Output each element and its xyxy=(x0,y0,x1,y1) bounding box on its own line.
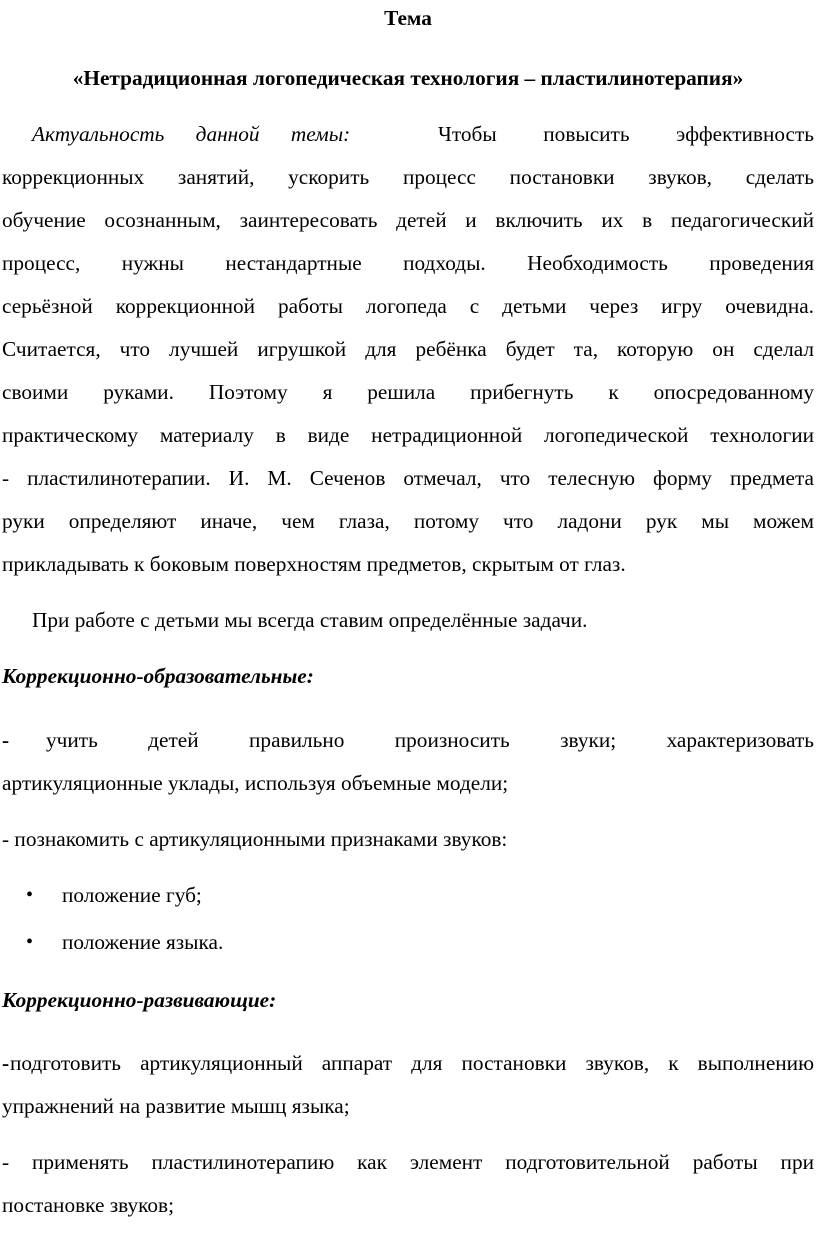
bullet-item-lips xyxy=(0,881,816,909)
bullet-icon: • xyxy=(26,931,34,953)
relevance-line-8: - пластилинотерапии. И. М. Сеченов отмечал, что телесную форму предмета xyxy=(2,466,814,490)
section2-heading: Коррекционно-развивающие: xyxy=(2,988,277,1012)
page-subtitle: «Нетрадиционная логопедическая технология – пластилинотерапия» xyxy=(72,66,744,90)
relevance-line-7: практическому материалу в виде нетрадиционной логопедической технологии xyxy=(2,423,814,447)
relevance-line-4: серьёзной коррекционной работы логопеда с детьми через игру очевидна. xyxy=(2,294,814,318)
relevance-label: Актуальность данной темы: xyxy=(32,122,351,146)
section1-item1-dash: - xyxy=(2,728,10,752)
relevance-line-10: прикладывать к боковым поверхностям предметов, скрытым от глаз. xyxy=(2,552,626,576)
page-title: Тема xyxy=(384,6,432,30)
section2-item1-text: подготовить артикуляционный аппарат для постановки звуков, к выполнению xyxy=(10,1051,814,1075)
section2-item1-dash: - xyxy=(2,1051,10,1075)
relevance-line-0: Чтобы повысить эффективность xyxy=(438,122,814,146)
section1-item1-line2: артикуляционные уклады, используя объемные модели; xyxy=(2,771,509,795)
bullet-icon: • xyxy=(26,884,34,906)
bullet-item-tongue xyxy=(0,928,816,956)
relevance-line-2: обучение осознанным, заинтересовать детей и включить их в педагогический xyxy=(2,208,814,232)
relevance-line-3: процесс, нужны нестандартные подходы. Необходимость проведения xyxy=(2,251,814,275)
bullet-text-lips: положение губ; xyxy=(62,883,202,907)
section2-item2-line1: - применять пластилинотерапию как элемент подготовительной работы при xyxy=(2,1150,814,1174)
section2-item1-line2: упражнений на развитие мышц языка; xyxy=(2,1094,350,1118)
bullet-text-tongue: положение языка. xyxy=(62,930,224,954)
section1-item1-text: учить детей правильно произносить звуки; характеризовать xyxy=(46,728,814,752)
relevance-line-5: Считается, что лучшей игрушкой для ребёнка будет та, которую он сделал xyxy=(2,337,814,361)
section1-item2: - познакомить с артикуляционными признаками звуков: xyxy=(2,827,508,851)
relevance-line-9: руки определяют иначе, чем глаза, потому что ладони рук мы можем xyxy=(2,509,814,533)
section2-item2-line2: постановке звуков; xyxy=(2,1193,175,1217)
section1-heading: Коррекционно-образовательные: xyxy=(2,664,314,688)
tasks-intro: При работе с детьми мы всегда ставим определённые задачи. xyxy=(32,608,588,632)
relevance-line-6: своими руками. Поэтому я решила прибегнуть к опосредованному xyxy=(2,380,814,404)
relevance-line-1: коррекционных занятий, ускорить процесс постановки звуков, сделать xyxy=(2,165,814,189)
